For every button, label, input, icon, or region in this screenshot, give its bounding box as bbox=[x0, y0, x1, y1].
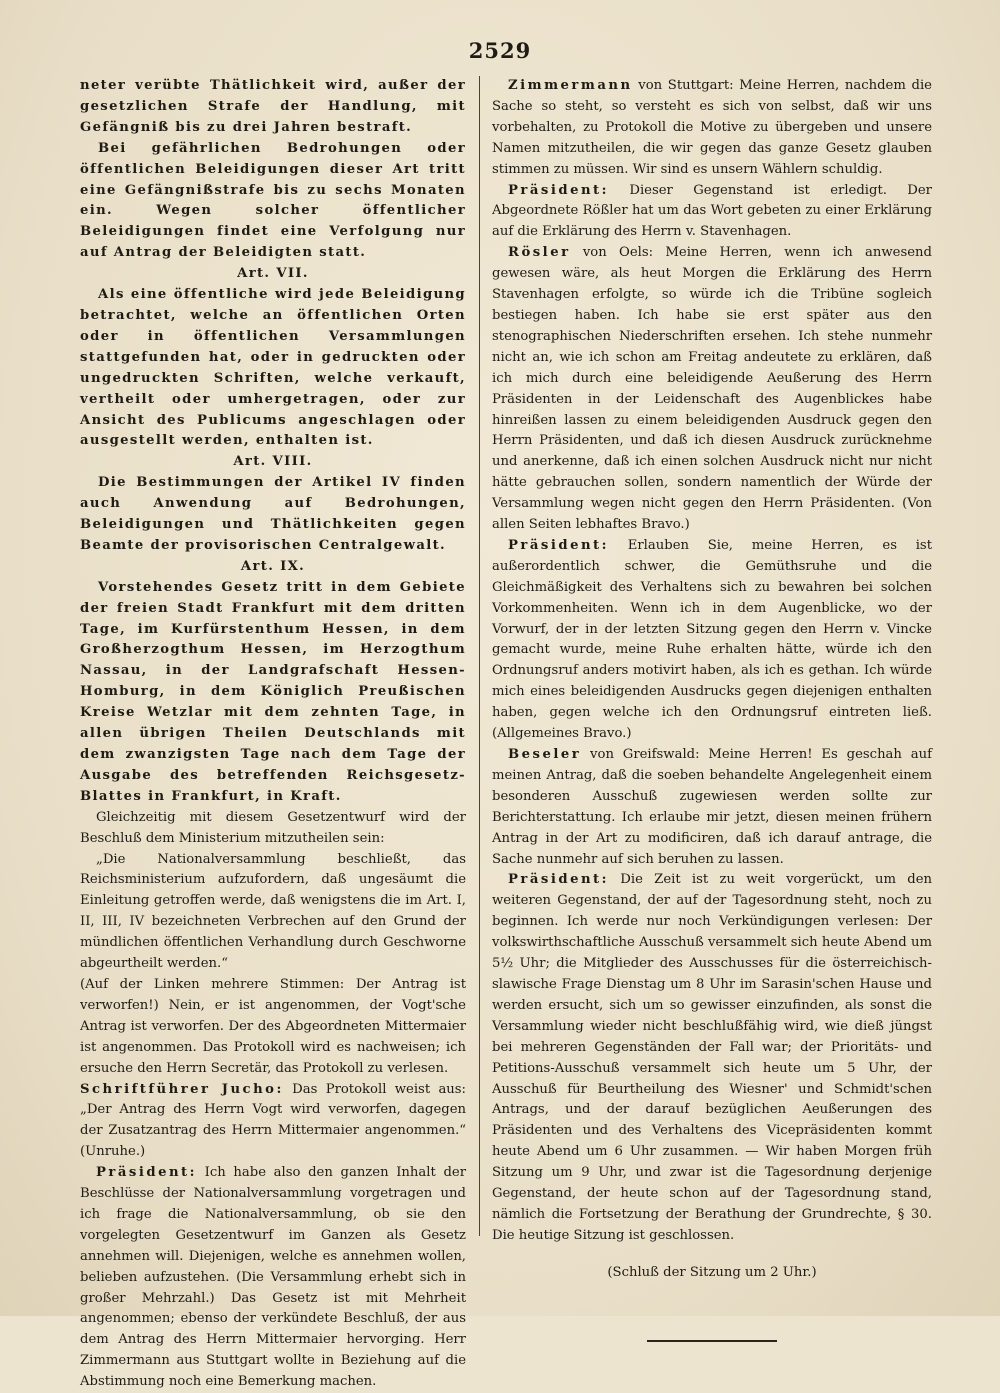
speaker-name: Präsident: bbox=[508, 182, 610, 198]
paragraph-text: von Stuttgart: Meine Herren, nachdem die Sache so steht, so versteht es sich von selbst, daß wir uns vorbehalten, zu Protokoll die Motive zu übergeben und unsere Namen mitzutheilen, die wir gegen das ganze Gesetz glauben stimmen zu müssen. Wir sind es unsern Wählern schuldig. bbox=[492, 78, 932, 177]
paragraph-text: von Greifswald: Meine Herren! Es geschah auf meinen Antrag, daß die soeben behandelte Angelegenheit einem besonderen Ausschuß zugewiesen werden sollte zur Berichterstattung. Ich erlaube mir jetzt, diesen meinen frühern Antrag in der Art zu modificiren, daß ich darauf antrage, die Sache nunmehr auf sich beruhen zu lassen. bbox=[492, 747, 932, 867]
speaker-name: Präsident: bbox=[508, 872, 610, 888]
end-rule bbox=[647, 1340, 777, 1342]
paragraph-text: Das Protokoll weist aus: „Der Antrag des Herrn Vogt wird verworfen, dagegen der Zusatzantrag des Herrn Mittermaier angenommen.“ (Unruhe.) bbox=[80, 1081, 467, 1160]
paragraph-text: Erlauben Sie, meine Herren, es ist außerordentlich schwer, die Gemüthsruhe und die Gleichmäßigkeit des Verhaltens sich zu bewahren bei solchen Vorkommenheiten. Wenn ich in dem Augenblicke, wo der Vorwurf, der in der letzten Sitzung gegen den Herrn v. Vincke gemacht wurde, meine Ruhe erhalten hätte, würde ich den Ordnungsruf anders motivirt haben, als ich es gethan. Ich würde mich eines beleidigenden Ausdrucks gegen diejenigen enthalten haben, gegen welche ich den Ordnungsruf eintreten ließ. (Allgemeines Bravo.) bbox=[492, 537, 932, 742]
proceedings-paragraph bbox=[80, 1163, 466, 1393]
paragraph-text: Dieser Gegenstand ist erledigt. Der Abgeordnete Rößler hat um das Wort gebeten zu einer Erklärung auf die Erklärung des Herrn v. Stavenhagen. bbox=[492, 182, 932, 240]
speaker-name: Präsident: bbox=[96, 1165, 198, 1181]
column-divider bbox=[479, 76, 480, 1236]
proceedings-paragraph bbox=[492, 76, 932, 181]
law-paragraph: Die Bestimmungen der Artikel IV finden auch Anwendung auf Bedrohungen, Beleidigungen und Thätlichkeiten gegen Beamte der provisorischen Centralgewalt. bbox=[80, 475, 466, 553]
speaker-name: Beseler bbox=[508, 747, 582, 762]
paragraph-text: (Auf der Linken mehrere Stimmen: Der Antrag ist verworfen!) Nein, er ist angenommen, der Vogt'sche Antrag ist verworfen. Der des Abgeordneten Mittermaier ist angenommen. Das Protokoll wird es nachweisen; ich ersuche den Herrn Secretär, das Protokoll zu verlesen. bbox=[80, 976, 466, 1076]
proceedings-paragraph bbox=[492, 536, 932, 745]
proceedings-paragraph bbox=[80, 1080, 466, 1164]
left-proceedings bbox=[80, 808, 466, 1393]
proceedings-paragraph bbox=[492, 181, 932, 244]
article-heading: Art. VII. bbox=[237, 266, 309, 282]
speaker-name: Zimmermann bbox=[508, 78, 633, 93]
law-paragraph: Als eine öffentliche wird jede Beleidigung betrachtet, welche an öffentlichen Orten oder in öffentlichen Versammlungen stattgefunden hat, oder in gedruckten oder ungedruckten Schriften, welche verkauft, vertheilt oder umhergetragen, oder zur Ansicht des Publicums angeschlagen oder ausgestellt werden, enthalten ist. bbox=[80, 287, 466, 449]
law-paragraph: Vorstehendes Gesetz tritt in dem Gebiete der freien Stadt Frankfurt mit dem dritten Tage, im Kurfürstenthum Hessen, in dem Großherzogthum Hessen, im Herzogthum Nassau, in der Landgrafschaft Hessen-Homburg, in dem Königlich Preußischen Kreise Wetzlar mit dem zehnten Tage, in allen übrigen Theilen Deutschlands mit dem zwanzigsten Tage nach dem Tage der Ausgabe des betreffenden Reichsgesetz-Blattes in Frankfurt, in Kraft. bbox=[80, 579, 466, 804]
paragraph-text: Ich habe also den ganzen Inhalt der Beschlüsse der Nationalversammlung vorgetragen und ich frage die Nationalversammlung, ob sie den vorgelegten Gesetzentwurf im Ganzen als Gesetz annehmen will. Diejenigen, welche es annehmen wollen, belieben aufzustehen. (Die Versammlung erhebt sich in großer Mehrzahl.) Das Gesetz ist mit Mehrheit angenommen; ebenso der verkündete Beschluß, der aus dem Antrag des Herrn Mittermaier hervorging. Herr Zimmermann aus Stuttgart wollte in Beziehung auf die Abstimmung noch eine Bemerkung machen. bbox=[80, 1165, 466, 1390]
law-text-block bbox=[80, 76, 466, 808]
right-column bbox=[492, 76, 932, 1342]
paragraph-text: Gleichzeitig mit diesem Gesetzentwurf wird der Beschluß dem Ministerium mitzutheilen sein: bbox=[80, 809, 466, 846]
article-heading: Art. IX. bbox=[240, 558, 306, 574]
paragraph-text: „Die Nationalversammlung beschließt, das Reichsministerium aufzufordern, daß ungesäumt die Einleitung getroffen werde, daß wenigstens die im Art. I, II, III, IV bezeichneten Verbrechen auf den Grund der mündlichen öffentlichen Verhandlung durch Geschworne abgeurtheilt werden.“ bbox=[80, 851, 466, 972]
law-paragraph: neter verübte Thätlichkeit wird, außer der gesetzlichen Strafe der Handlung, mit Gefängniß bis zu drei Jahren bestraft. bbox=[80, 78, 466, 135]
closing-note: (Schluß der Sitzung um 2 Uhr.) bbox=[607, 1264, 817, 1280]
proceedings-paragraph bbox=[492, 870, 932, 1246]
page-number: 2529 bbox=[468, 38, 532, 63]
proceedings-paragraph bbox=[80, 850, 466, 975]
speaker-name: Rösler bbox=[508, 245, 571, 261]
paragraph-text: von Oels: Meine Herren, wenn ich anwesend gewesen wäre, als heut Morgen die Erklärung des Herrn Stavenhagen erfolgte, so würde ich die Tribüne sogleich bestiegen haben. Ich habe sie erst später aus den stenographischen Niederschriften ersehen. Ich stehe nunmehr nicht an, wie ich schon am Freitag andeutete zu erklären, daß ich mich durch eine beleidigende Aeußerung des Herrn Präsidenten in der Leidenschaft des Augenblickes habe hinreißen lassen zu einem beleidigenden Ausdruck gegen den Herrn Präsidenten, und daß ich diesen Ausdruck zurücknehme und anerkenne, daß ich einen solchen Ausdruck nicht nur nicht hätte gebrauchen sollen, sondern namentlich der Würde der Versammlung wegen nicht gegen den Herrn Präsidenten. (Von allen Seiten lebhaftes Bravo.) bbox=[492, 245, 932, 533]
article-heading: Art. VIII. bbox=[233, 454, 313, 470]
proceedings-paragraph bbox=[80, 808, 466, 850]
proceedings-paragraph bbox=[492, 745, 932, 870]
speaker-name: Schriftführer Jucho: bbox=[80, 1081, 284, 1097]
proceedings-paragraph bbox=[80, 975, 466, 1080]
right-proceedings bbox=[492, 76, 932, 1247]
proceedings-paragraph bbox=[492, 243, 932, 536]
left-column bbox=[80, 76, 466, 1393]
speaker-name: Präsident: bbox=[508, 537, 610, 553]
law-paragraph: Bei gefährlichen Bedrohungen oder öffentlichen Beleidigungen dieser Art tritt eine Gefängnißstrafe bis zu sechs Monaten ein. Wegen solcher öffentlicher Beleidigungen findet eine Verfolgung nur auf Antrag der Beleidigten statt. bbox=[80, 140, 466, 261]
paragraph-text: Die Zeit ist zu weit vorgerückt, um den weiteren Gegenstand, der auf der Tagesordnung steht, noch zu beginnen. Ich werde nur noch Verkündigungen verlesen: Der volkswirthschaftliche Ausschuß versammelt sich heute Abend um 5½ Uhr; die Mitglieder des Ausschusses für die österreichisch-slawische Frage Dienstag um 8 Uhr im Sarasin'schen Hause und werden ersucht, sich um so gewisser einzufinden, als sonst die Versammlung wieder nicht beschlußfähig wird, wie dieß jüngst bei mehreren Gegenständen der Fall war; der Prioritäts- und Petitions-Ausschuß versammelt sich heute um 5 Uhr, der Ausschuß für Beurtheilung des Wiesner' und Schmidt'schen Antrags, und der darauf bezüglichen Aeußerungen des Präsidenten und des Verhaltens des Vicepräsidenten kommt heute Abend um 6 Uhr zusammen. — Wir haben Morgen früh Sitzung um 9 Uhr, und zwar ist die Tagesordnung derjenige Gegenstand, der heute schon auf der Tagesordnung stand, nämlich die Fortsetzung der Berathung der Grundrechte, § 30. Die heutige Sitzung ist geschlossen. bbox=[492, 872, 932, 1243]
